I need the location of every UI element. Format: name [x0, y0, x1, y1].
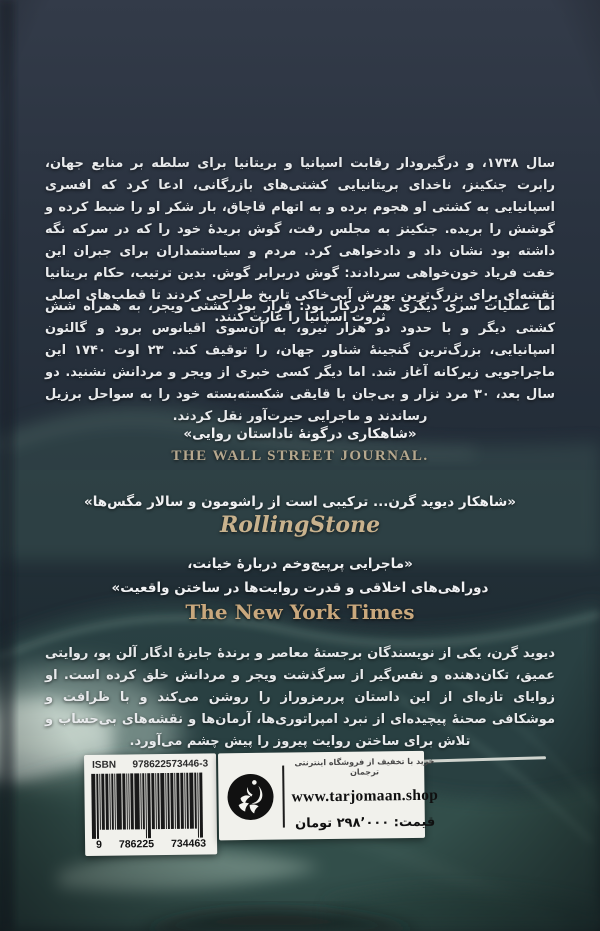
tarjomaan-logo-icon — [225, 771, 276, 822]
review-quote-wall-street-journal: «شاهکاری درگونهٔ ناداستان روایی» — [183, 426, 417, 442]
synopsis-paragraph-2: اما عملیات سری دیگری هم درکار بود: قرار بود کشتی ویجر، به همراه شش کشتی دیگر و با حدود دو هزار نیرو، به آن‌سوی اقیانوس برود و گالئون اسپانیایی، بزرگ‌ترین گنجینهٔ شناور جهان، را توقیف کند. ۲۳ اوت ۱۷۴۰ این ماجراجویی زیرکانه آغاز شد. اما دیگر کسی خبری از ویجر و مردانش نشنید. دو سال بعد، ۳۰ مرد نزار و بی‌جان با قایقی شکسته‌بسته خود را به سواحل برزیل رساندند و ماجرایی حیرت‌آور نقل کردند. — [45, 299, 556, 424]
publisher-info-card — [218, 751, 439, 841]
price-isbn-label — [84, 751, 439, 856]
review-quote-new-york-times-line1: «ماجرایی پرپیچ‌وخم دربارهٔ خیانت، — [187, 556, 413, 572]
isbn-caption-row — [90, 758, 210, 772]
review-quote-rolling-stone: «شاهکار دیوید گرن... ترکیبی است از راشومون و سالار مگس‌ها» — [84, 494, 516, 510]
barcode-digits-mid: 786225 — [118, 838, 155, 851]
barcode-digits — [91, 837, 211, 851]
review-source-wall-street-journal: THE WALL STREET JOURNAL. — [171, 448, 429, 464]
isbn-barcode — [84, 753, 217, 856]
barcode-digits-right: 734463 — [170, 837, 207, 850]
store-info-text — [291, 757, 439, 834]
barcode-bars — [91, 772, 210, 838]
author-note: دیوید گرن، یکی از نویسندگان برجستهٔ معاصر و برندهٔ جایزهٔ ادگار آلن پو، روایتی عمیق، تکان‌دهنده و نفس‌گیر از سرگذشت ویجر و مردانش خلق کرده است. او زوایای تازه‌ای از این داستان پررمزوراز را روشن می‌کند و با ظرافت و موشکافی صحنهٔ پیچیده‌ای از نبرد امپراتوری‌ها، آرمان‌ها و نقشه‌های بی‌حساب و تلاش برای ساختن روایت پیروز را پیش چشم می‌آورد. — [45, 646, 555, 749]
review-source-rolling-stone: RollingStone — [219, 512, 381, 538]
store-note: خرید با تخفیف از فروشگاه اینترنتی ترجمان — [294, 756, 435, 777]
price-text: قیمت: ۲۹۸٬۰۰۰ تومان — [295, 814, 436, 832]
barcode-digit-left: 9 — [96, 838, 103, 851]
website-url: www.tarjomaan.shop — [291, 786, 439, 805]
label-divider — [282, 765, 285, 827]
review-source-new-york-times: The New York Times — [185, 600, 415, 624]
review-quote-new-york-times-line2: دوراهی‌های اخلاقی و قدرت روایت‌ها در ساختن واقعیت» — [111, 580, 489, 596]
synopsis-paragraph-1: سال ۱۷۳۸، و درگیرودار رقابت اسپانیا و بریتانیا برای سلطه بر منابع جهان، رابرت جنکینز، ناخدای بریتانیایی کشتی‌های بازرگانی، ادعا کرد که افسری اسپانیایی به کشتی او هجوم برده و به اتهام قاچاق، بار شکر او را ضبط کرده و گوشش را بریده. جنکینز به مجلس رفت، گوش بریدهٔ خود را که در سرکه نگه داشته بود نشان داد و دادخواهی کرد. مردم و سیاستمداران برای جبران این خفت فریاد خون‌خواهی سردادند: گوش دربرابر گوش. بدین ترتیب، حکام بریتانیا نقشه‌ای برای بزرگ‌ترین یورش آبی‌خاکی تاریخ طراحی کردند تا قطب‌های اصلی ثروت اسپانیا را غارت کنند. — [45, 156, 555, 325]
isbn-caption: ISBN — [92, 759, 117, 771]
isbn-number: 978622573446-3 — [132, 758, 209, 771]
